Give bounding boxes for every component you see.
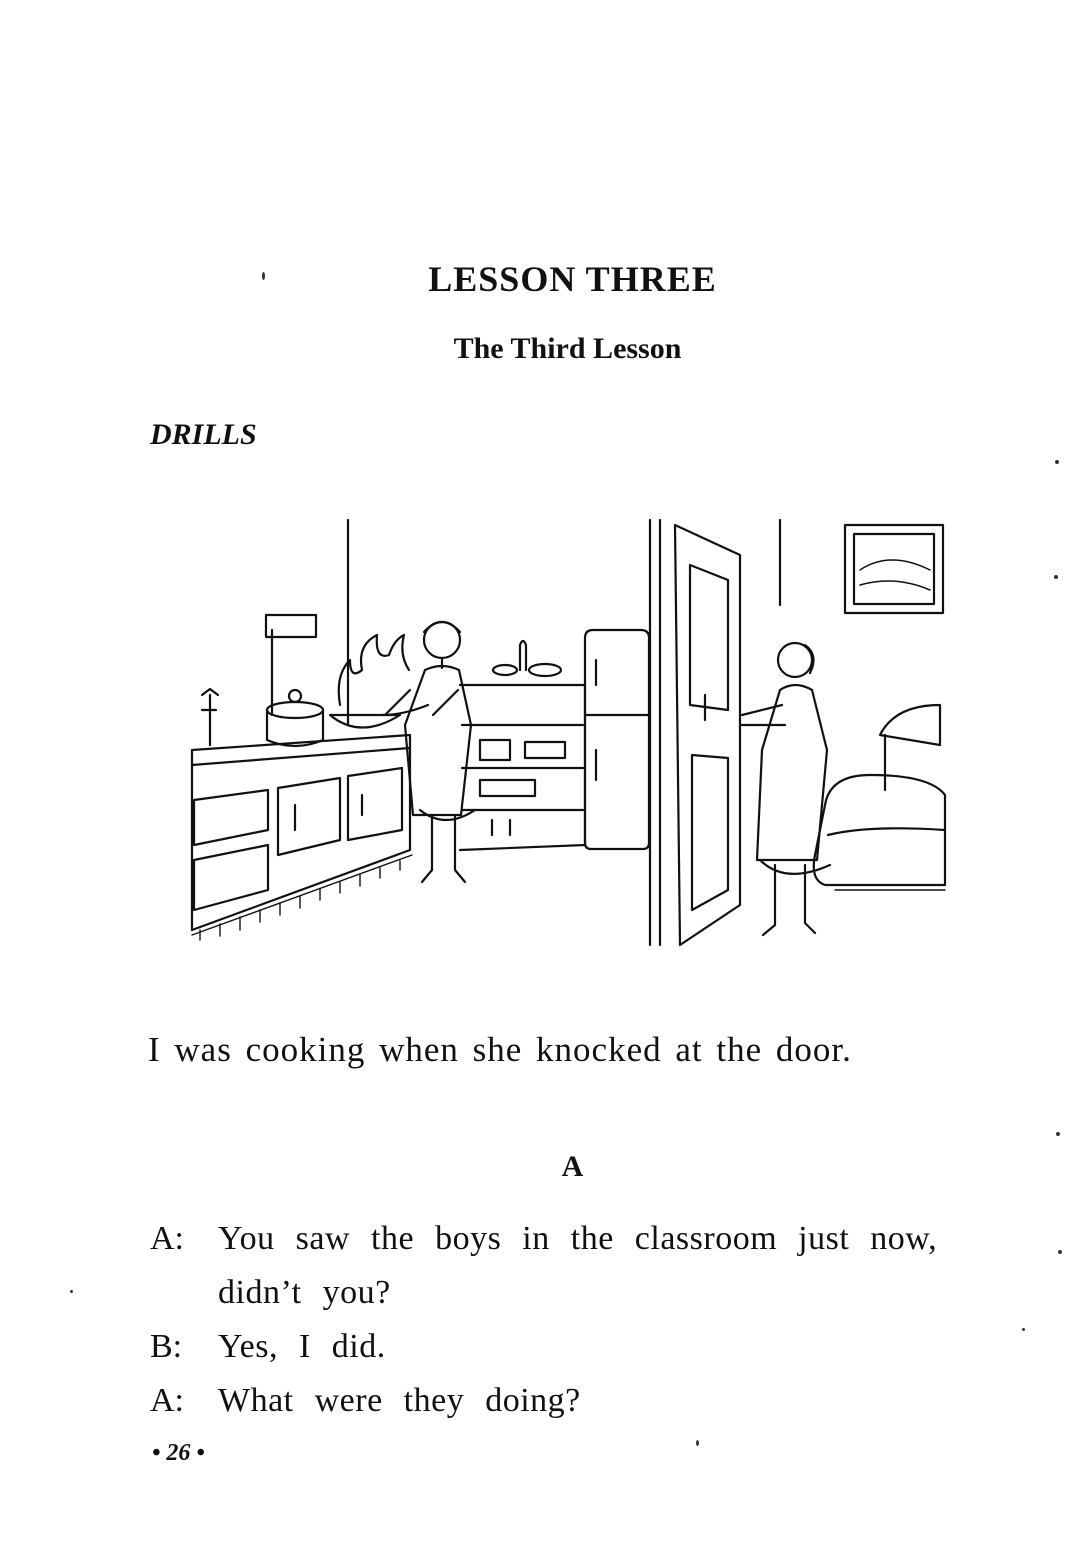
dialogue-text: What were they doing? <box>218 1382 581 1419</box>
dialogue <box>150 1212 1000 1428</box>
scan-speck <box>1022 1328 1025 1331</box>
lesson-subtitle: The Third Lesson <box>453 332 682 365</box>
dialogue-line <box>150 1320 1000 1374</box>
scan-speck <box>696 1440 699 1446</box>
dialogue-text: You saw the boys in the classroom just now, didn’t you? <box>218 1220 938 1311</box>
dialogue-speaker: A: <box>150 1220 184 1257</box>
part-heading: A <box>561 1150 584 1183</box>
scan-speck <box>70 1290 73 1293</box>
page-number: • 26 • <box>152 1440 205 1466</box>
dialogue-speaker: A: <box>150 1382 184 1419</box>
section-label: DRILLS <box>150 418 257 451</box>
dialogue-line <box>150 1212 1000 1320</box>
scan-speck <box>262 272 265 280</box>
scan-speck <box>1056 1132 1060 1136</box>
illustration-caption: I was cooking when she knocked at the door. <box>148 1030 852 1069</box>
scan-speck <box>1054 575 1058 579</box>
scan-speck <box>1058 1250 1062 1254</box>
kitchen-door-illustration <box>180 510 950 955</box>
dialogue-speaker: B: <box>150 1328 183 1365</box>
dialogue-text: Yes, I did. <box>218 1328 386 1365</box>
lesson-title: LESSON THREE <box>428 259 717 299</box>
dialogue-line <box>150 1374 1000 1428</box>
scan-speck <box>1055 460 1059 464</box>
